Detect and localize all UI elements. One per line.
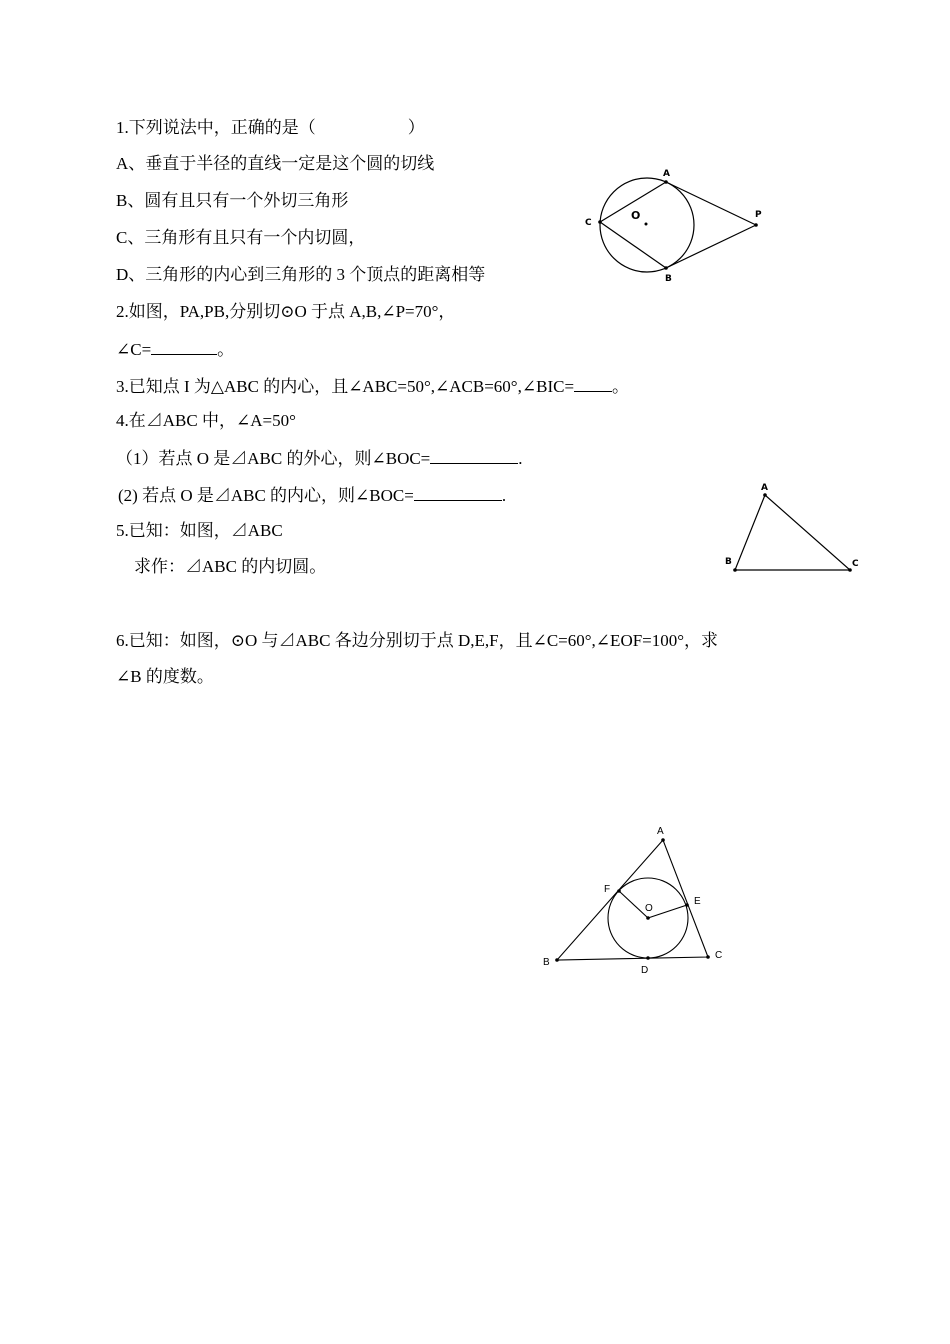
q1-stem-text: 1.下列说法中，正确的是（	[116, 118, 316, 137]
q4-part1-prefix: （1）若点 O 是⊿ABC 的外心，则∠BOC=	[116, 449, 431, 468]
fig3-label-e: E	[694, 896, 701, 907]
fig3-label-d: D	[641, 965, 649, 976]
q6-line2: ∠B 的度数。	[116, 667, 214, 686]
fig1-label-p: P	[755, 210, 762, 220]
q2-line1: 2.如图，PA,PB,分别切⊙O 于点 A,B,∠P=70°，	[116, 302, 456, 321]
q4-part1-suffix: .	[518, 449, 523, 468]
fig3-label-b: B	[543, 957, 550, 968]
q1-option-c: C、三角形有且只有一个内切圆，	[116, 228, 366, 247]
q1-option-d: D、三角形的内心到三角形的 3 个顶点的距离相等	[116, 265, 486, 284]
q3-suffix: 。	[612, 377, 630, 396]
fig2-label-b: B	[725, 557, 732, 567]
fig3-triangle	[557, 840, 708, 960]
fig1-label-c: C	[585, 218, 592, 228]
q6-line1: 6.已知：如图，⊙O 与⊿ABC 各边分别切于点 D,E,F，且∠C=60°,∠EOF=100°，求	[116, 631, 719, 650]
q1-option-a: A、垂直于半径的直线一定是这个圆的切线	[116, 154, 435, 173]
q3-prefix: 3.已知点 I 为△ABC 的内心，且∠ABC=50°,∠ACB=60°,∠BIC=	[116, 377, 575, 396]
fig3-label-a: A	[657, 826, 664, 837]
fig3-label-o: O	[645, 903, 653, 914]
fig3-radius-of	[619, 891, 648, 918]
q1-stem-close: ）	[407, 118, 425, 137]
fig3-label-c: C	[715, 950, 723, 961]
fig3-label-f: F	[604, 884, 611, 895]
fig1-label-o: O	[631, 209, 641, 222]
q5-line1: 5.已知：如图，⊿ABC	[116, 521, 283, 540]
fig1-label-b: B	[665, 274, 672, 284]
q2-line2-suffix: 。	[217, 340, 235, 359]
fig1-tangent-pa	[666, 182, 756, 225]
fig2-label-c: C	[852, 559, 859, 569]
fig1-chord-cb	[600, 222, 666, 268]
fig2-label-a: A	[761, 483, 768, 493]
q4-stem: 4.在⊿ABC 中，∠A=50°	[116, 411, 296, 430]
fig2-triangle	[735, 495, 850, 570]
q5-line2: 求作：⊿ABC 的内切圆。	[134, 557, 327, 576]
fig3-radius-oe	[648, 905, 687, 918]
q4-part2-prefix: (2) 若点 O 是⊿ABC 的内心，则∠BOC=	[118, 486, 414, 505]
q1-option-b: B、圆有且只有一个外切三角形	[116, 191, 349, 210]
fig1-tangent-pb	[666, 225, 756, 268]
q2-line2-prefix: ∠C=	[116, 340, 152, 359]
q4-part2-suffix: .	[501, 486, 507, 505]
fig1-label-a: A	[663, 169, 670, 179]
